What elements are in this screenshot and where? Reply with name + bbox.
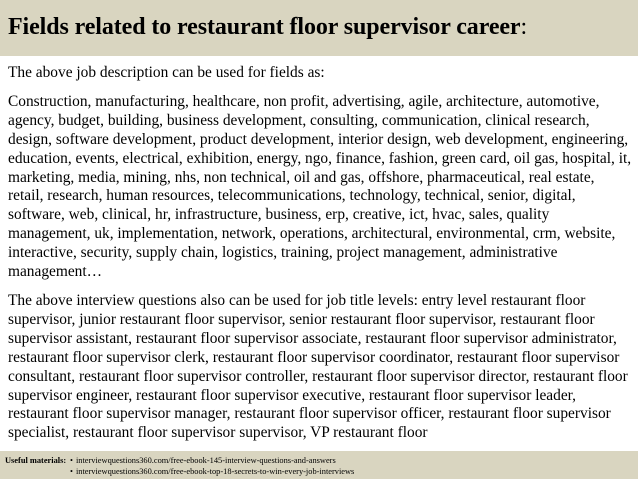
job-levels-paragraph: The above interview questions also can be used for job title levels: entry level restaurant floor supervisor, junior restaurant floor supervisor, senior restaurant floor supervisor, restaurant floor supervisor assistant, restaurant floor supervisor associate, restaurant floor supervisor administrator, restaurant floor supervisor clerk, restaurant floor supervisor coordinator, restaurant floor supervisor consultant, restaurant floor supervisor controller, restaurant floor supervisor director, restaurant floor supervisor engineer, restaurant floor supervisor executive, restaurant floor supervisor leader, restaurant floor supervisor manager, restaurant floor supervisor officer, restaurant floor supervisor specialist, restaurant floor supervisor supervisor, VP restaurant floor: [8, 291, 628, 442]
bullet-icon: •: [70, 467, 73, 476]
bullet-icon: •: [70, 456, 73, 465]
footer-link-ebook-top-18[interactable]: [70, 466, 354, 477]
footer-label: Useful materials:: [5, 456, 67, 465]
page-title-text: Fields related to restaurant floor supervisor career: [8, 14, 521, 40]
footer-link-ebook-145[interactable]: [70, 455, 354, 466]
footer-links: [70, 455, 354, 477]
intro-paragraph: The above job description can be used for fields as:: [8, 64, 325, 81]
fields-paragraph: Construction, manufacturing, healthcare, non profit, advertising, agile, architecture, automotive, agency, budget, building, business development, consulting, communication, clinical research, design, software development, product development, interior design, web development, engineering, education, events, electrical, exhibition, energy, ngo, finance, fashion, green card, oil gas, hospital, it, marketing, media, mining, nhs, non technical, oil and gas, offshore, pharmaceutical, real estate, retail, research, human resources, telecommunications, technology, technical, senior, digital, software, web, clinical, hr, infrastructure, business, erp, creative, ict, hvac, sales, quality management, uk, implementation, network, operations, architectural, environmental, crm, website, interactive, security, supply chain, logistics, training, project management, administrative management…: [8, 92, 632, 281]
page-title-colon: :: [520, 14, 528, 40]
page-title: [8, 13, 527, 41]
footer-link-text: interviewquestions360.com/free-ebook-top-18-secrets-to-win-every-job-interviews: [75, 467, 355, 476]
title-bar: [0, 0, 638, 56]
footer-link-text: interviewquestions360.com/free-ebook-145-interview-questions-and-answers: [75, 456, 336, 465]
footer-bar: [0, 451, 638, 479]
slide-content: [8, 64, 632, 443]
